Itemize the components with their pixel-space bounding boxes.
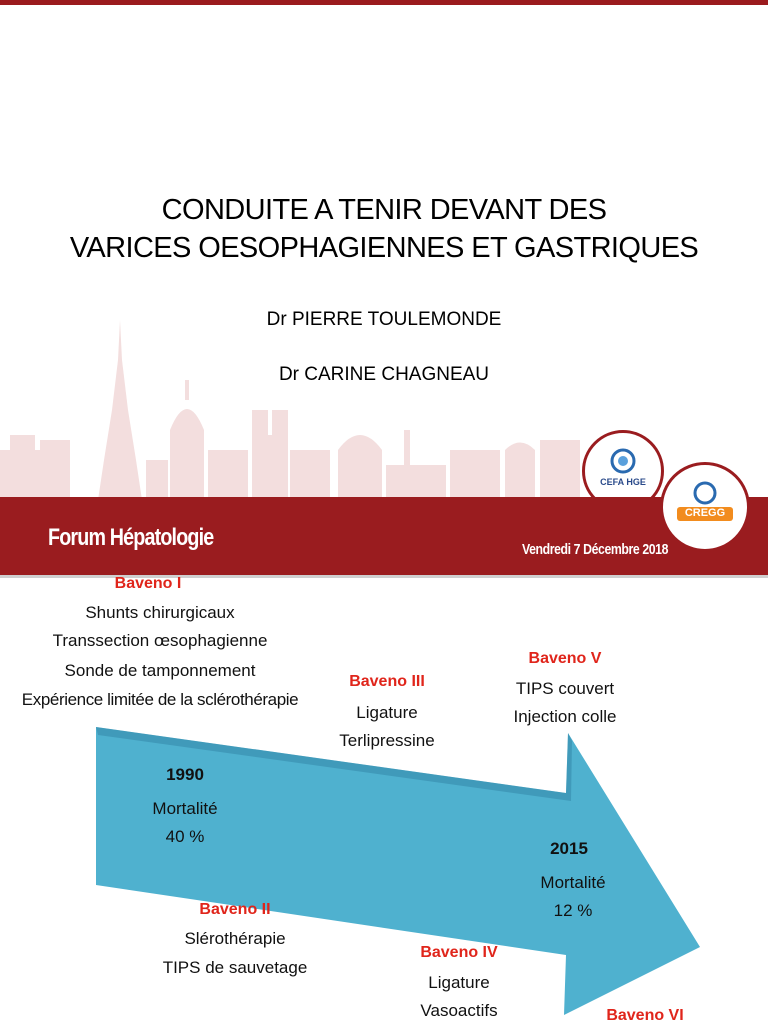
forum-title: Forum Hépatologie <box>48 524 214 551</box>
top-rule <box>0 0 768 5</box>
author-2: Dr CARINE CHAGNEAU <box>278 364 490 385</box>
baveno-1-item-1: Shunts chirurgicaux <box>85 603 235 622</box>
baveno-4-item-2: Vasoactifs <box>420 1001 498 1020</box>
baveno-1-title: Baveno I <box>114 575 182 592</box>
baveno-4-item-1: Ligature <box>428 973 490 992</box>
baveno-5-title: Baveno V <box>528 650 602 667</box>
baveno-3-item-2: Terlipressine <box>339 731 435 750</box>
baveno-2-item-1: Slérothérapie <box>184 929 286 948</box>
baveno-3-item-1: Ligature <box>356 703 418 722</box>
baveno-3-title: Baveno III <box>349 673 425 690</box>
baveno-2-item-2: TIPS de sauvetage <box>162 958 308 977</box>
baveno-5-item-2: Injection colle <box>513 707 617 726</box>
cregg-text: CREGG <box>684 507 726 519</box>
baveno-1-item-3: Sonde de tamponnement <box>64 661 256 680</box>
baveno-timeline-slide <box>0 575 768 1024</box>
cefa-hge-text: CEFA HGE <box>600 477 646 487</box>
start-year: 1990 <box>166 765 204 784</box>
author-1: Dr PIERRE TOULEMONDE <box>266 309 502 330</box>
baveno-1-item-4: Expérience limitée de la sclérothérapie <box>21 690 299 709</box>
baveno-1-item-2: Transsection œsophagienne <box>52 631 268 650</box>
start-mortality-label: Mortalité <box>152 799 218 818</box>
end-mortality-label: Mortalité <box>540 873 606 892</box>
end-mortality-value: 12 % <box>553 901 593 920</box>
title-line-2: VARICES OESOPHAGIENNES ET GASTRIQUES <box>69 232 699 264</box>
baveno-4-title: Baveno IV <box>420 944 498 961</box>
baveno-5-item-1: TIPS couvert <box>515 679 615 698</box>
start-mortality-value: 40 % <box>165 827 205 846</box>
baveno-6-title: Baveno VI <box>606 1007 684 1024</box>
title-line-1: CONDUITE A TENIR DEVANT DES <box>161 194 607 226</box>
end-year: 2015 <box>550 839 588 858</box>
forum-date: Vendredi 7 Décembre 2018 <box>522 541 669 558</box>
baveno-2-title: Baveno II <box>199 901 271 918</box>
cregg-logo <box>660 462 750 552</box>
